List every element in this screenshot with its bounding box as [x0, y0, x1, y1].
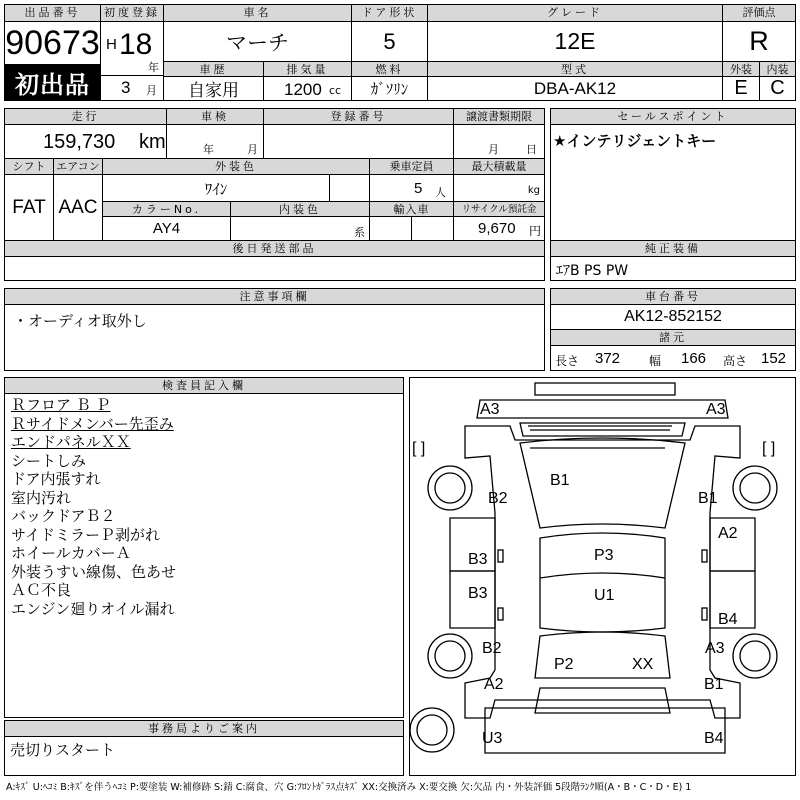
- transfer-month-unit: 月: [488, 143, 499, 156]
- mark-quarter-right: B1: [704, 676, 724, 693]
- recycle-label: リサイクル預託金: [453, 201, 545, 217]
- doors-label: ドア形状: [351, 4, 428, 22]
- mark-rear-bumper-right: B4: [704, 730, 724, 747]
- chassis-label: 車台番号: [550, 288, 796, 305]
- caution-text: ・オーディオ取外し: [13, 312, 147, 330]
- model-value: マーチ: [163, 21, 352, 62]
- sales-point-cell: [550, 124, 796, 241]
- recycle-value: 9,670: [478, 220, 516, 237]
- mark-rear-bumper-left: U3: [482, 730, 503, 747]
- first-listing-badge: 初出品: [4, 64, 101, 101]
- capacity-label: 乗車定員: [369, 158, 454, 175]
- displacement-label: 排気量: [263, 61, 352, 77]
- fuel-value: ｶﾞｿﾘﾝ: [351, 76, 428, 101]
- shift-value: FAT: [4, 174, 54, 241]
- type-label: 型式: [427, 61, 723, 77]
- grade-value: 12E: [427, 21, 723, 62]
- exterior-grade: E: [722, 76, 760, 101]
- bracket-right: [ ]: [762, 440, 776, 457]
- registration-cell: [263, 124, 454, 159]
- inspection-label: 車検: [166, 108, 264, 125]
- displacement-unit: cc: [329, 84, 342, 97]
- damage-diagram: [409, 377, 796, 776]
- legend: A:ｷｽﾞ U:ﾍｺﾐ B:ｷｽﾞを伴うﾍｺﾐ P:要塗装 W:補修跡 S:錆 C:腐食、穴 G:ﾌﾛﾝﾄｶﾞﾗｽ点ｷｽﾞ XX:交換済み X:要交換 欠:欠品 内・外装評価 5段階ﾗﾝｸ順(A・B・C・D・E) 1: [6, 782, 692, 793]
- office-notes-label: 事務局よりご案内: [4, 720, 404, 737]
- import-label: 輸入車: [369, 201, 454, 217]
- note-line: エンドパネルＸＸ: [11, 433, 131, 451]
- color-no-value: AY4: [102, 216, 231, 241]
- interior-grade: C: [759, 76, 796, 101]
- lot-number: 90673: [4, 21, 101, 65]
- mark-roof-front: P3: [594, 547, 614, 564]
- interior-color-cell: [230, 216, 370, 241]
- height-label: 高さ: [723, 354, 748, 368]
- exterior-label: 外装: [722, 61, 760, 77]
- mark-rear-fender-left: B2: [482, 640, 502, 657]
- note-line: Ｒサイドメンバー先歪み: [11, 414, 174, 433]
- mark-rear-door-left: B3: [468, 585, 488, 602]
- inspection-month-unit: 月: [247, 143, 258, 156]
- chassis-number: AK12-852152: [550, 304, 796, 330]
- note-line: 外装うすい線傷、色あせ: [11, 562, 177, 581]
- mark-roof-mid: U1: [594, 587, 615, 604]
- mark-front-door-left: B3: [468, 551, 488, 568]
- dimensions-cell: [550, 345, 796, 371]
- height-value: 152: [761, 350, 787, 367]
- mileage-value: 159,730: [43, 131, 116, 153]
- interior-color-unit: 系: [354, 226, 365, 239]
- lot-number-label: 出品番号: [4, 4, 101, 22]
- mark-back-door-left: P2: [554, 656, 574, 673]
- length-value: 372: [595, 350, 621, 367]
- exterior-color-value: ﾜｲﾝ: [102, 174, 330, 202]
- model-label: 車名: [163, 4, 352, 22]
- type-value: DBA-AK12: [427, 76, 723, 101]
- note-line: エンジン廻りオイル漏れ: [11, 599, 175, 618]
- era-letter: H: [106, 36, 117, 53]
- bracket-left: [ ]: [412, 440, 426, 457]
- recycle-cell: [453, 216, 545, 241]
- note-line: ドア内張すれ: [11, 470, 101, 488]
- caution-label: 注意事項欄: [4, 288, 545, 305]
- max-load-label: 最大積載量: [453, 158, 545, 175]
- transfer-deadline-cell: [453, 124, 545, 159]
- mark-back-door-right: XX: [632, 656, 654, 673]
- note-line: バックドアＢ２: [11, 507, 116, 525]
- score-value: R: [722, 21, 796, 62]
- history-label: 車歴: [163, 61, 264, 77]
- month-number: 3: [121, 78, 131, 97]
- later-parts-label: 後日発送部品: [4, 240, 545, 257]
- mark-fender-left: B2: [488, 490, 508, 507]
- first-registration-month: [100, 75, 164, 101]
- capacity-unit: 人: [435, 186, 446, 199]
- ac-label: エアコン: [53, 158, 103, 175]
- mileage-label: 走行: [4, 108, 167, 125]
- shift-label: シフト: [4, 158, 54, 175]
- note-line: ＡＣ不良: [11, 581, 72, 599]
- equipment-text: ｴｱB PS PW: [556, 263, 629, 279]
- inspector-notes: [4, 393, 404, 718]
- sales-point-label: セールスポイント: [550, 108, 796, 125]
- first-registration-label: 初度登録: [100, 4, 164, 22]
- note-line: シートしみ: [11, 451, 87, 470]
- inspector-notes-label: 検査員記入欄: [4, 377, 404, 394]
- doors-value: 5: [351, 21, 428, 62]
- mark-front-door-right: A2: [718, 525, 738, 542]
- mark-quarter-left: A2: [484, 676, 504, 693]
- score-label: 評価点: [722, 4, 796, 22]
- year-number: 18: [119, 28, 153, 61]
- displacement-cell: [263, 76, 352, 101]
- equipment-cell: [550, 256, 796, 281]
- capacity-cell: [369, 174, 454, 202]
- max-load-cell: [453, 174, 545, 202]
- mark-rear-fender-right: A3: [705, 640, 725, 657]
- mileage-cell: [4, 124, 167, 159]
- width-value: 166: [681, 350, 707, 367]
- ac-value: AAC: [53, 174, 103, 241]
- import-cell-a: [369, 216, 412, 241]
- grade-label: グレード: [427, 4, 723, 22]
- month-unit: 月: [146, 84, 157, 97]
- transfer-deadline-label: 譲渡書類期限: [453, 108, 545, 125]
- mark-fender-right: B1: [698, 490, 718, 507]
- exterior-color-extra: [329, 174, 370, 202]
- note-line: ホイールカバーＡ: [11, 544, 131, 562]
- car-outline: [410, 378, 795, 775]
- year-unit: 年: [148, 61, 159, 74]
- note-line: 室内汚れ: [11, 488, 72, 507]
- sales-point-text: ★インテリジェントキー: [553, 132, 717, 150]
- registration-label: 登録番号: [263, 108, 454, 125]
- length-label: 長さ: [555, 354, 580, 368]
- mark-hood: B1: [550, 472, 570, 489]
- later-parts-cell: [4, 256, 545, 281]
- recycle-unit: 円: [528, 224, 541, 238]
- fuel-label: 燃料: [351, 61, 428, 77]
- note-line: Ｒフロア Ｂ Ｐ: [11, 396, 111, 414]
- exterior-color-label: 外装色: [102, 158, 370, 175]
- note-line: サイドミラーＰ剥がれ: [11, 525, 160, 544]
- interior-label: 内装: [759, 61, 796, 77]
- interior-color-label: 内装色: [230, 201, 370, 217]
- width-label: 幅: [649, 354, 662, 368]
- transfer-day-unit: 日: [526, 143, 537, 156]
- displacement-value: 1200: [284, 80, 322, 99]
- mileage-unit: km: [139, 131, 166, 153]
- capacity-value: 5: [414, 180, 423, 197]
- max-load-unit: kg: [527, 185, 540, 196]
- mark-front-left: A3: [480, 401, 500, 418]
- office-notes-cell: [4, 736, 404, 776]
- color-no-label: カラーNo.: [102, 201, 231, 217]
- office-notes-text: 売切りスタート: [10, 741, 116, 759]
- history-value: 自家用: [163, 76, 264, 101]
- first-registration-year: [100, 21, 164, 76]
- inspection-cell: [166, 124, 264, 159]
- import-cell-b: [411, 216, 454, 241]
- mark-front-right: A3: [706, 401, 726, 418]
- dimensions-label: 諸元: [550, 329, 796, 346]
- caution-cell: [4, 304, 545, 371]
- equipment-label: 純正装備: [550, 240, 796, 257]
- inspection-year-unit: 年: [203, 143, 214, 156]
- mark-rear-door-right: B4: [718, 611, 738, 628]
